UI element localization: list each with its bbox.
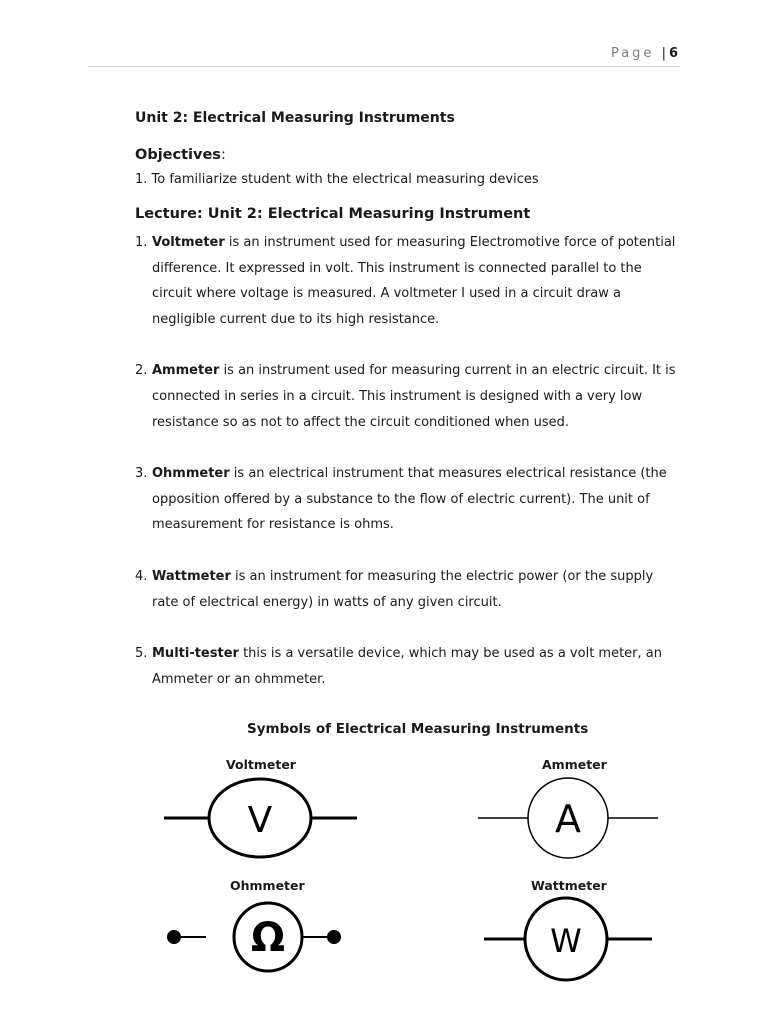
wattmeter-symbol (484, 897, 654, 981)
voltmeter-label: Voltmeter (226, 757, 296, 772)
ohmmeter-terminal-right (327, 930, 341, 944)
wattmeter-label: Wattmeter (531, 878, 607, 893)
item-number: 2. (135, 363, 148, 379)
item-number: 5. (135, 646, 148, 662)
list-item-voltmeter (135, 230, 680, 332)
item-text: is an electrical instrument that measures electrical resistance (the opposition offered by a substance to the flow of electric current). The unit of measurement for resistance is ohms. (152, 466, 667, 533)
item-number: 1. (135, 235, 148, 250)
voltmeter-letter: V (247, 800, 273, 841)
ammeter-symbol (478, 774, 660, 864)
item-text: is an instrument for measuring the electric power (or the supply rate of electrical energy) in watts of any given circuit. (152, 568, 654, 610)
item-term: Multi-tester (152, 646, 239, 662)
lecture-heading: Lecture: Unit 2: Electrical Measuring Instrument (135, 206, 531, 222)
list-item-ammeter (135, 358, 680, 435)
ammeter-label: Ammeter (542, 757, 607, 772)
item-text: is an instrument used for measuring Electromotive force of potential difference. It expressed in volt. This instrument is connected parallel to the circuit where voltage is measured. A voltmeter I used in a circuit draw a negligible current due to its high resistance. (152, 235, 676, 327)
item-text: is an instrument used for measuring current in an electric circuit. It is connected in series in a circuit. This instrument is designed with a very low resistance so as not to affect the circuit conditioned when used. (152, 363, 676, 430)
item-number: 4. (135, 568, 148, 584)
page-label: Page (610, 46, 655, 61)
symbols-title: Symbols of Electrical Measuring Instruments (247, 721, 589, 737)
ammeter-letter: A (555, 797, 581, 841)
document-body (135, 110, 680, 692)
ohmmeter-letter: Ω (250, 915, 286, 961)
page-header (88, 46, 680, 67)
wattmeter-letter: W (550, 922, 582, 960)
list-item-multi-tester (135, 641, 680, 692)
item-term: Voltmeter (152, 235, 225, 250)
ohmmeter-label: Ohmmeter (230, 878, 305, 893)
item-term: Wattmeter (152, 568, 231, 584)
unit-title: Unit 2: Electrical Measuring Instruments (135, 110, 455, 126)
objectives-heading-text: Objectives (135, 147, 221, 163)
item-number: 3. (135, 466, 148, 482)
objective-item: 1. To familiarize student with the electrical measuring devices (135, 172, 539, 187)
item-text: this is a versatile device, which may be used as a volt meter, an Ammeter or an ohmmeter. (152, 646, 662, 687)
objectives-heading (135, 147, 680, 167)
page-separator: | (661, 46, 666, 61)
page-number (611, 46, 678, 61)
list-item-ohmmeter (135, 461, 680, 538)
list-item-wattmeter (135, 564, 680, 615)
voltmeter-symbol (164, 776, 359, 860)
objectives-colon: : (220, 147, 226, 163)
item-term: Ammeter (152, 363, 220, 379)
instrument-list (135, 230, 680, 692)
page-number-value: 6 (668, 46, 678, 61)
ohmmeter-symbol (164, 900, 344, 974)
item-term: Ohmmeter (152, 466, 230, 482)
